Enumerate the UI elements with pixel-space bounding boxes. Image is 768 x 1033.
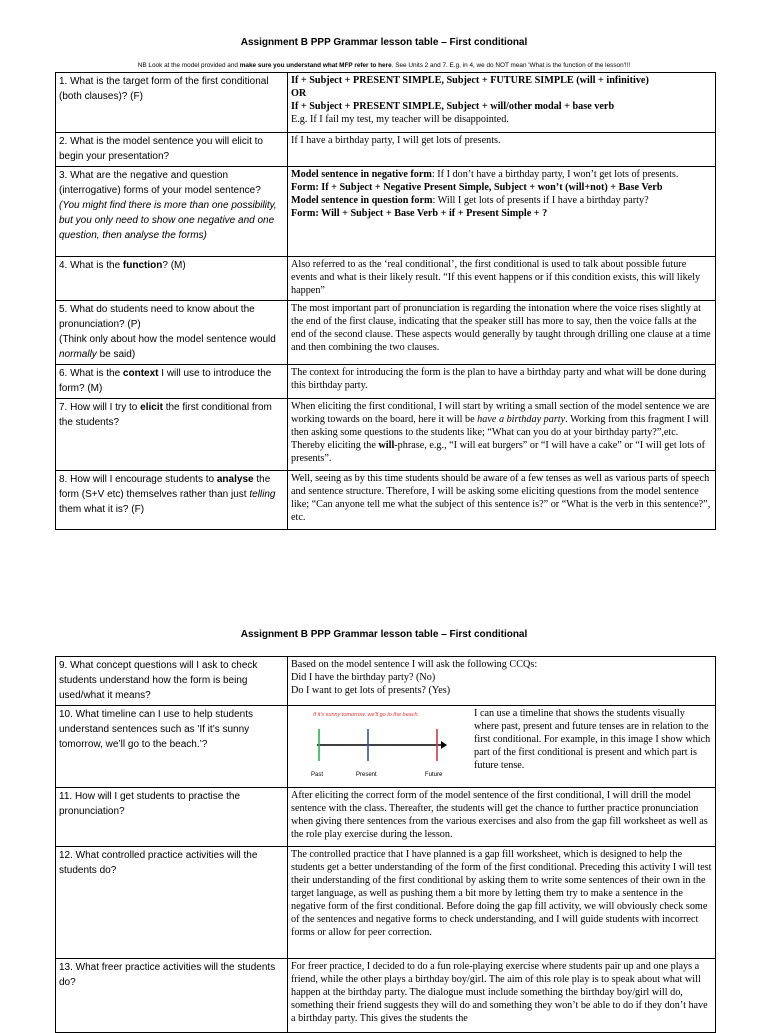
- answer-cell: For freer practice, I decided to do a fun role-playing exercise where students pair up and one plays a friend, while the other plays a birthday boy/girl. The aim of this role play is to speak about what will happen at the birthday party. The dialogue must include something the birthday boy/girl will do, something their friend suggests they will do and something they won’t be able to do if they don’t have a birthday party. This gives the students the: [288, 959, 716, 1033]
- lesson-table-2: [55, 656, 716, 1033]
- question-note-end: be said): [96, 349, 136, 360]
- question-text: 7. How will I try to: [59, 402, 141, 413]
- answer-text: . Working from this fragment I will then asking some questions to the students like; “What can you do at your birthday party?”,etc. Thereby eliciting the: [291, 414, 709, 451]
- answer-line: If + Subject + PRESENT SIMPLE, Subject + FUTURE SIMPLE (will + infinitive): [291, 75, 649, 86]
- question-text-end: the first conditional from the students?: [59, 402, 272, 428]
- page-title-2: Assignment B PPP Grammar lesson table – First conditional: [240, 629, 528, 640]
- answer-cell: Also referred to as the ‘real conditional’, the first conditional is used to talk about possible future events and what is their likely result. “If this event happens or if this condition exists, this will likely happen”: [288, 257, 716, 301]
- answer-line: E.g. If I fail my test, my teacher will be disappointed.: [291, 114, 509, 125]
- question-cell: 9. What concept questions will I ask to check students understand how the form is being used/what it means?: [56, 657, 288, 706]
- question-cell: 11. How will I get students to practise the pronunciation?: [56, 788, 288, 847]
- question-text: 8. How will I encourage students to: [59, 474, 217, 485]
- note-text: NB Look at the model provided and: [137, 62, 240, 69]
- timeline-label-past: Past: [311, 772, 324, 778]
- question-keyword: function: [122, 260, 163, 271]
- answer-text: -phrase, e.g., “I will eat burgers” or “I will have a cake” or “I will get lots of presents”.: [291, 440, 705, 464]
- timeline-diagram: [291, 707, 471, 781]
- answer-cell: The most important part of pronunciation is regarding the intonation where the voice rises slightly at the end of the first clause, indicating that the speaker still has more to say, then the voice falls at the end of the second clause. These aspects would generally by taught through drilling one clause at a time and then combining the two clauses.: [288, 301, 716, 365]
- question-keyword: context: [122, 368, 159, 379]
- question-keyword: elicit: [140, 402, 163, 413]
- answer-line: Did I have the birthday party? (No): [291, 672, 436, 683]
- answer-emphasis: have a birthday party: [477, 414, 566, 425]
- answer-cell: [288, 73, 716, 133]
- table-row: [56, 471, 716, 530]
- answer-text: When eliciting the first conditional, I will start by writing a small section of the model sentence we are working towards on the board, here it will be: [291, 401, 710, 425]
- timeline-caption: If it's sunny tomorrow, we'll go to the beach.: [313, 712, 420, 718]
- question-cell: 2. What is the model sentence you will elicit to begin your presentation?: [56, 133, 288, 167]
- answer-cell: After eliciting the correct form of the model sentence of the first conditional, I will drill the model sentence with the class. Thereafter, the students will get the chance to further practice pronunciation when giving there sentences from the various exercises and also from the gap fill worksheet as well as the role play exercise during the lesson.: [288, 788, 716, 847]
- answer-text: : If I don’t have a birthday party, I won’t get lots of presents.: [431, 169, 679, 180]
- answer-cell: The controlled practice that I have planned is a gap fill worksheet, which is designed to help the students get a better understanding of the form of the first conditional. Preceding this activity I will test their understanding of the first conditional by asking them to write some sentences of their own in the target language, as well as pushing them a bit more by letting them try to make a sentence in the negative form of the first conditional. Before doing the gap fill activity, we will obviously check some of the sentences and negative forms to check understanding, and I will guide students with incorrect forms or allow for peer correction.: [288, 847, 716, 959]
- table-row: [56, 706, 716, 788]
- answer-cell: [288, 399, 716, 471]
- note-emphasis: make sure you understand what MFP refer to here: [239, 62, 392, 69]
- question-text: 6. What is the: [59, 368, 123, 379]
- question-cell: [56, 257, 288, 301]
- answer-line: If + Subject + PRESENT SIMPLE, Subject + will/other modal + base verb: [291, 101, 615, 112]
- question-emphasis: telling: [249, 489, 276, 500]
- question-text-end: I will use to introduce the form? (M): [59, 368, 272, 394]
- page-title: Assignment B PPP Grammar lesson table – First conditional: [240, 37, 528, 48]
- question-cell: 10. What timeline can I use to help students understand sentences such as 'If it’s sunny tomorrow, we’ll go to the beach.’?: [56, 706, 288, 788]
- question-text-end: ? (M): [162, 260, 186, 271]
- question-note-text: (Think only about how the model sentence would: [59, 334, 276, 345]
- answer-cell: If I have a birthday party, I will get lots of presents.: [288, 133, 716, 167]
- table-row: [56, 301, 716, 365]
- question-text: 4. What is the: [59, 260, 123, 271]
- answer-cell: [288, 706, 716, 788]
- timeline-arrowhead: [441, 741, 447, 749]
- answer-cell: The context for introducing the form is the plan to have a birthday party and what will be done during this birthday party.: [288, 365, 716, 399]
- question-note: [59, 332, 284, 362]
- table-row: [56, 365, 716, 399]
- question-cell: [56, 301, 288, 365]
- table-row: [56, 847, 716, 959]
- answer-cell: Well, seeing as by this time students should be aware of a few tenses as well as various parts of speech and sentence structure. Therefore, I will be asking some eliciting questions from the model sentence like; “Can anyone tell me what the subject of this sentence is?” or “What is the verb in this sentence?”, etc.: [288, 471, 716, 530]
- answer-label: Model sentence in question form: [291, 195, 433, 206]
- answer-line: Based on the model sentence I will ask the following CCQs:: [291, 659, 538, 670]
- timeline-figure: [291, 707, 471, 785]
- table-row: [56, 399, 716, 471]
- question-text: the form (S+V etc) themselves rather than just: [59, 474, 271, 500]
- table-row: [56, 73, 716, 133]
- question-note: (You might find there is more than one possibility, but you only need to show one negative and one question, then analyse the forms): [59, 200, 277, 241]
- answer-line: Form: If + Subject + Negative Present Simple, Subject + won’t (will+not) + Base Verb: [291, 182, 663, 193]
- question-keyword: analyse: [216, 474, 254, 485]
- question-cell: [56, 365, 288, 399]
- question-cell: [56, 399, 288, 471]
- answer-line: [291, 194, 712, 207]
- answer-cell: [288, 167, 716, 257]
- table-row: [56, 257, 716, 301]
- question-text: 3. What are the negative and question (interrogative) forms of your model sentence?: [59, 170, 261, 196]
- instruction-note: [0, 62, 768, 69]
- question-cell: 12. What controlled practice activities will the students do?: [56, 847, 288, 959]
- answer-line: [291, 168, 712, 181]
- answer-line: Do I want to get lots of presents? (Yes): [291, 685, 451, 696]
- question-cell: 13. What freer practice activities will the students do?: [56, 959, 288, 1033]
- table-row: [56, 788, 716, 847]
- note-text-end: . See Units 2 and 7. E.g. in 4, we do NOT mean 'What is the function of the lesson'!!!: [391, 62, 631, 69]
- table-row: [56, 167, 716, 257]
- answer-line: OR: [291, 88, 307, 99]
- question-text: 5. What do students need to know about the pronunciation? (P): [59, 304, 255, 330]
- table-row: [56, 133, 716, 167]
- question-emphasis: normally: [59, 349, 97, 360]
- question-text-end: them what it is? (F): [59, 504, 145, 515]
- answer-cell: [288, 657, 716, 706]
- answer-label: Model sentence in negative form: [291, 169, 432, 180]
- answer-text: : Will I get lots of presents if I have a birthday party?: [432, 195, 649, 206]
- timeline-label-present: Present: [356, 772, 377, 778]
- lesson-table-1: [55, 72, 716, 530]
- question-cell: 1. What is the target form of the first conditional (both clauses)? (F): [56, 73, 288, 133]
- answer-line: Form: Will + Subject + Base Verb + if + Present Simple + ?: [291, 208, 548, 219]
- table-row: [56, 959, 716, 1033]
- question-cell: [56, 167, 288, 257]
- answer-keyword: will: [378, 440, 395, 451]
- timeline-layout: [291, 707, 712, 785]
- timeline-label-future: Future: [425, 772, 443, 778]
- question-cell: [56, 471, 288, 530]
- table-row: [56, 657, 716, 706]
- timeline-explanation: I can use a timeline that shows the students visually where past, present and future tenses are in relation to the first conditional. For example, in this image I show which part of the first conditional is present and which part is future tense.: [474, 708, 711, 771]
